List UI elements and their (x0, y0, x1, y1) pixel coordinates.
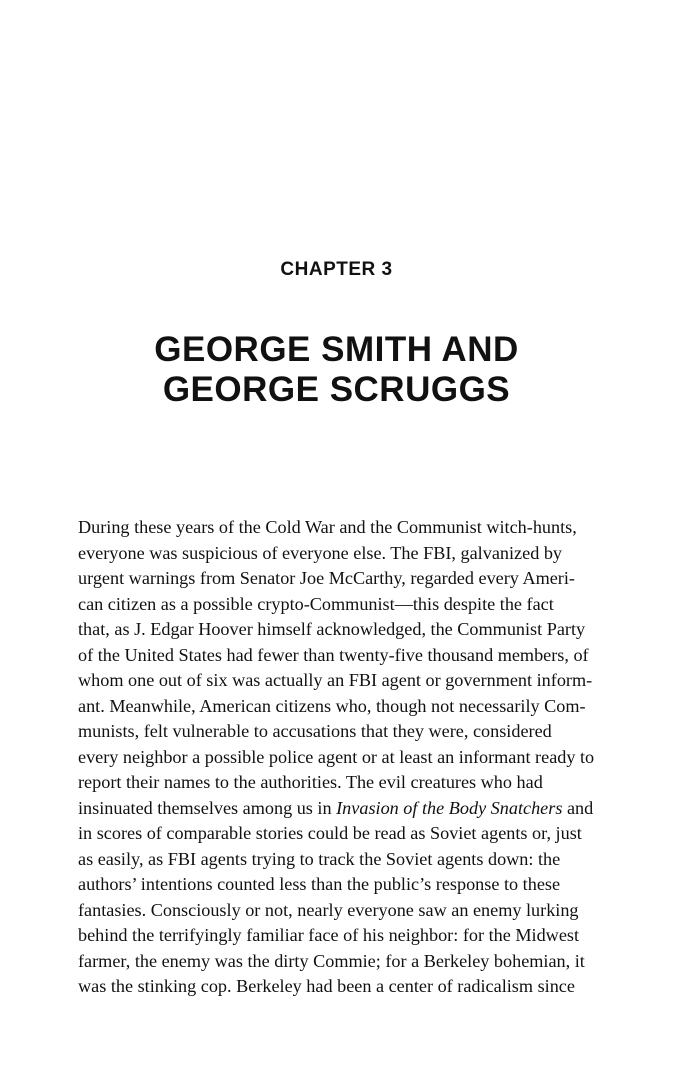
text-line: ant. Meanwhile, American citizens who, though not necessarily Com- (78, 695, 586, 716)
text-line: fantasies. Consciously or not, nearly everyone saw an enemy lurking (78, 899, 579, 920)
body-paragraph (78, 515, 599, 1000)
chapter-number: CHAPTER 3 (280, 259, 393, 280)
book-title-italic: Invasion of the Body Snatchers (336, 797, 563, 818)
text-line: that, as J. Edgar Hoover himself acknowledged, the Communist Party (78, 619, 586, 639)
text-line: farmer, the enemy was the dirty Commie; for a Berkeley bohemian, it (78, 950, 585, 971)
text-line: munists, felt vulnerable to accusations that they were, considered (78, 721, 552, 741)
text-line: in scores of comparable stories could be read as Soviet agents or, just (78, 823, 582, 843)
text-line: insinuated themselves among us in Invasion of the Body Snatchers and (78, 797, 594, 818)
text-line: whom one out of six was actually an FBI agent or government inform- (78, 670, 593, 690)
chapter-title-line: GEORGE SMITH AND (154, 330, 519, 369)
text-line: behind the terrifyingly familiar face of his neighbor: for the Midwest (78, 925, 580, 945)
text-line: was the stinking cop. Berkeley had been a center of radicalism since (78, 976, 575, 996)
text-line: as easily, as FBI agents trying to track the Soviet agents down: the (78, 848, 561, 869)
text-line: report their names to the authorities. The evil creatures who had (78, 772, 543, 792)
text-line: of the United States had fewer than twenty-five thousand members, of (78, 644, 589, 665)
text-line: every neighbor a possible police agent or at least an informant ready to (78, 746, 595, 767)
text-line: During these years of the Cold War and the Communist witch-hunts, (78, 517, 577, 537)
text-line: urgent warnings from Senator Joe McCarthy, regarded every Ameri- (78, 568, 575, 588)
chapter-title (0, 330, 673, 410)
text-line: authors’ intentions counted less than the public’s response to these (78, 874, 561, 894)
chapter-title-line: GEORGE SCRUGGS (162, 370, 511, 409)
text-line: everyone was suspicious of everyone else. The FBI, galvanized by (78, 542, 563, 563)
text-line: can citizen as a possible crypto-Communist—this despite the fact (78, 593, 554, 614)
